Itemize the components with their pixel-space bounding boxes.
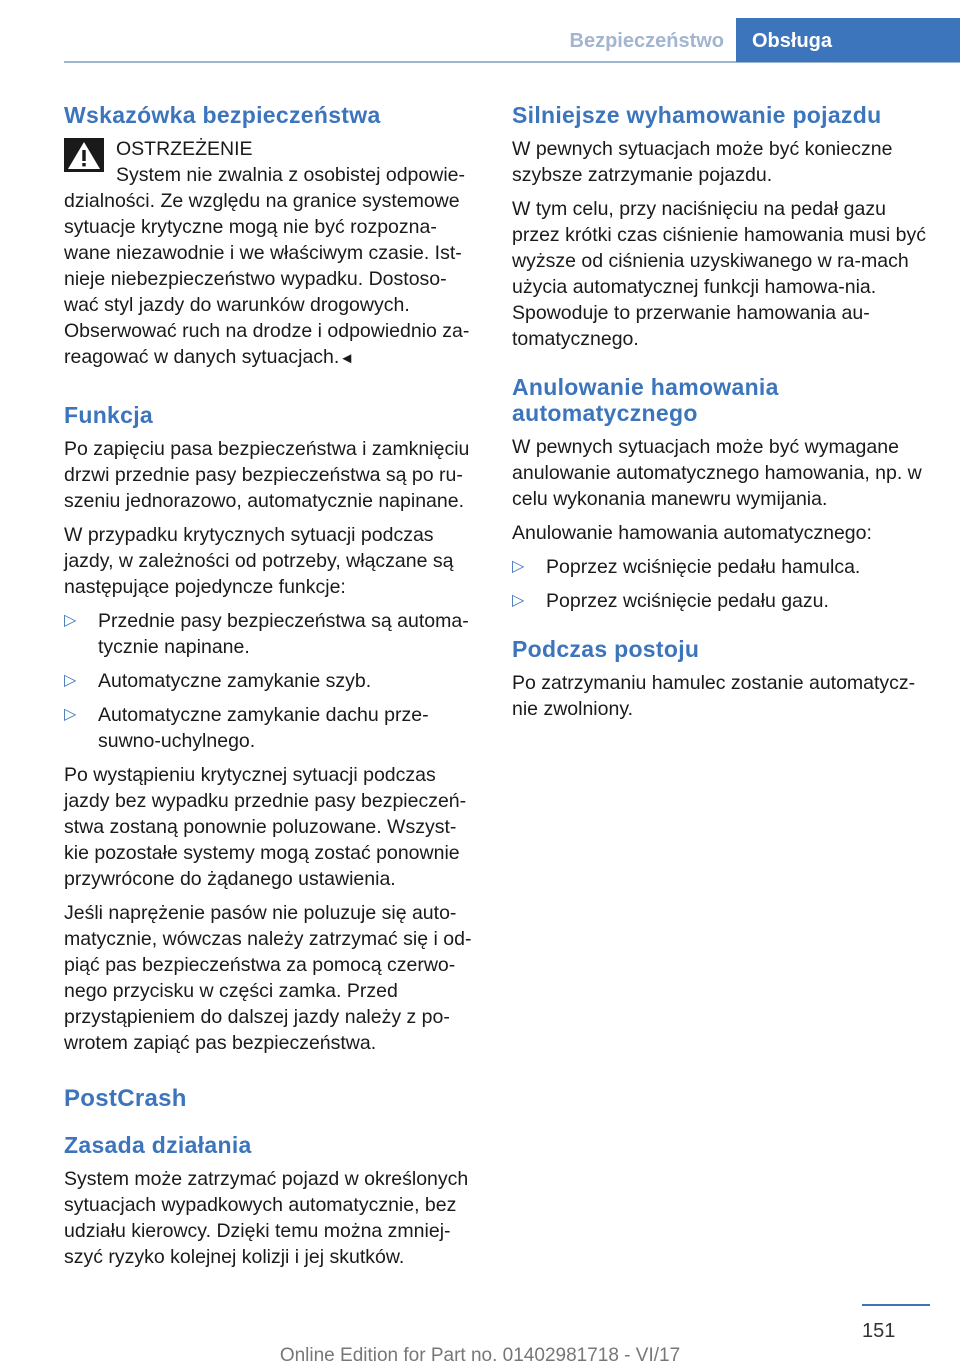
- paragraph: Po wystąpieniu krytycznej sytuacji podczas jazdy bez wypadku przednie pasy bezpieczeń-stwa zostaną ponownie poluzowane. Wszyst-kie pozostałe systemy mogą zostać ponownie przywrócone do żądanego ustawienia.: [64, 764, 467, 890]
- heading-postcrash: PostCrash: [64, 1085, 187, 1112]
- header-tab: [736, 18, 960, 62]
- paragraph: W tym celu, przy naciśnięciu na pedał gazu przez krótki czas ciśnienie hamowania musi być wyższe od ciśnienia uzyskiwanego w ra-mach użycia automatycznej funkcji hamowa-nia. Spowoduje to przerwanie hamowania au-tomatycznego.: [512, 198, 926, 350]
- triangle-bullet-icon: ▷: [64, 672, 77, 689]
- paragraph: W przypadku krytycznych sytuacji podczas jazdy, w zależności od potrzeby, włączane są następujące pojedyncze funkcje:: [64, 524, 454, 598]
- page-number-rule: [862, 1304, 930, 1306]
- paragraph: Anulowanie hamowania automatycznego:: [512, 522, 872, 544]
- warning-title: OSTRZEŻENIE: [116, 138, 253, 160]
- heading-principle: Zasada działania: [64, 1132, 252, 1158]
- header-tab-label: Obsługa: [752, 30, 833, 52]
- bullet-list: [512, 554, 930, 614]
- paragraph: W pewnych sytuacjach może być konieczne szybsze zatrzymanie pojazdu.: [512, 138, 893, 186]
- end-mark-icon: ◄: [339, 350, 355, 367]
- list-item: ▷ Automatyczne zamykanie dachu prze-suwno-uchylnego.: [64, 704, 429, 752]
- list-item: ▷ Automatyczne zamykanie szyb.: [64, 670, 372, 692]
- list-item: ▷ Poprzez wciśnięcie pedału gazu.: [512, 590, 829, 612]
- heading-standstill: Podczas postoju: [512, 636, 700, 662]
- bullet-list: [64, 608, 478, 754]
- paragraph: W pewnych sytuacjach może być wymagane anulowanie automatycznego hamowania, np. w celu wykonania manewru wymijania.: [512, 436, 922, 510]
- header-section-title: Bezpieczeństwo: [569, 30, 724, 52]
- heading-cancel-braking: Anulowanie hamowania automatycznego: [512, 374, 779, 426]
- left-column: [64, 102, 478, 1278]
- paragraph: Jeśli naprężenie pasów nie poluzuje się auto-matycznie, wówczas należy zatrzymać się i od-piąć pas bezpieczeństwa za pomocą czerwo-nego przycisku w części zamka. Przed przystąpieniem do dalszej jazdy należy z po-wrotem zapiąć pas bezpieczeństwa.: [64, 902, 472, 1054]
- edition-footer: Online Edition for Part no. 01402981718 - VI/17: [279, 1345, 681, 1366]
- warning-block: [64, 136, 478, 372]
- warning-text: System nie zwalnia z osobistej odpowie-dzialności. Ze względu na granice systemowe sytuacje krytyczne mogą nie być rozpozna-wane niezawodnie i we właściwym czasie. Ist-nieje niebezpieczeństwo wypadku. Dostoso-wać styl jazdy do warunków drogowych. Obserwować ruch na drodze i odpowiednio za-reagować w danych sytuacjach.◄: [64, 164, 470, 368]
- warning-triangle-icon: [64, 138, 104, 172]
- list-item: ▷ Poprzez wciśnięcie pedału hamulca.: [512, 556, 861, 578]
- paragraph: System może zatrzymać pojazd w określonych sytuacjach wypadkowych automatycznie, bez udziału kierowcy. Dzięki temu można zmniej-szyć ryzyko kolejnej kolizji i jej skutków.: [64, 1168, 469, 1268]
- right-column: [512, 102, 930, 730]
- triangle-bullet-icon: ▷: [64, 706, 77, 723]
- page-number: 151: [862, 1320, 896, 1342]
- triangle-bullet-icon: ▷: [512, 558, 525, 575]
- heading-stronger-braking: Silniejsze wyhamowanie pojazdu: [512, 102, 882, 128]
- heading-safety-note: Wskazówka bezpieczeństwa: [64, 102, 381, 128]
- paragraph: Po zatrzymaniu hamulec zostanie automatycz-nie zwolniony.: [512, 672, 916, 720]
- heading-function: Funkcja: [64, 402, 154, 428]
- triangle-bullet-icon: ▷: [64, 612, 77, 629]
- paragraph: Po zapięciu pasa bezpieczeństwa i zamknięciu drzwi przednie pasy bezpieczeństwa są po ru-szeniu jednorazowo, automatycznie napinane.: [64, 438, 470, 512]
- triangle-bullet-icon: ▷: [512, 592, 525, 609]
- list-item: ▷ Przednie pasy bezpieczeństwa są automa-tycznie napinane.: [64, 610, 469, 658]
